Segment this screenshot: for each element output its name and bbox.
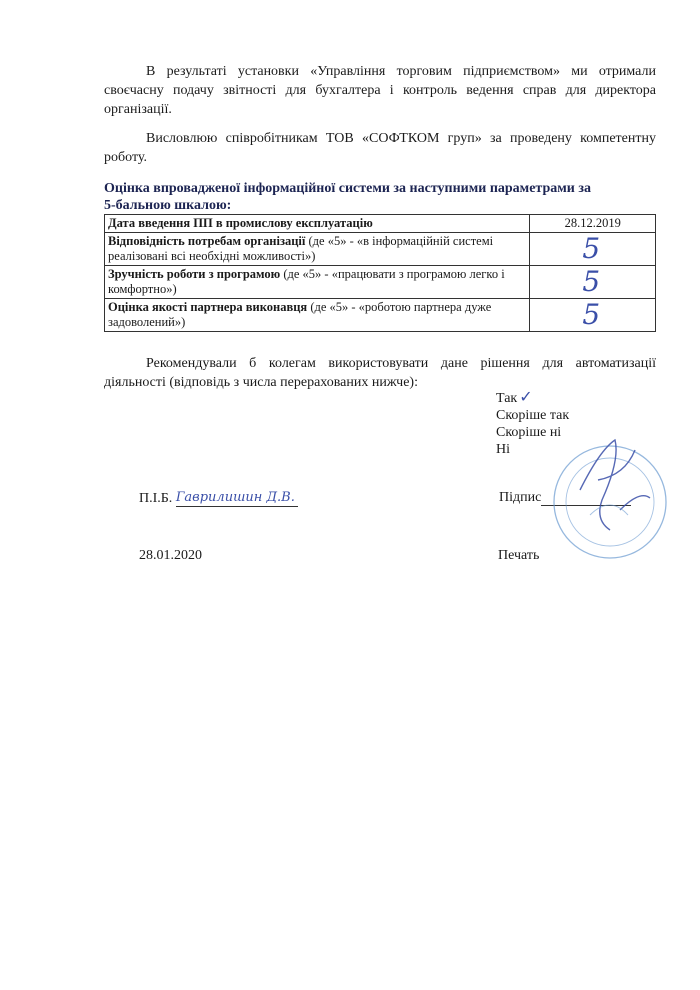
stamp-seal-icon (540, 420, 670, 570)
option-label: Скоріше так (496, 408, 570, 423)
evaluation-heading (104, 180, 624, 214)
criterion-note: (де «5» - «роботою партнера дуже задоволений») (108, 300, 492, 329)
evaluation-table (104, 214, 656, 332)
handwritten-score: 5 (582, 232, 601, 265)
criterion-note: (де «5» - «працювати з програмою легко і комфортно») (108, 267, 505, 296)
full-name-label: П.І.Б. (139, 491, 173, 506)
commissioning-date: 28.12.2019 (564, 216, 621, 230)
table-row (105, 299, 656, 332)
option-label: Так (496, 391, 518, 406)
criterion-cell (105, 266, 530, 299)
table-row (105, 215, 656, 233)
document-date: 28.01.2020 (139, 548, 202, 563)
score-cell (530, 233, 656, 266)
option-label: Скоріше ні (496, 425, 562, 440)
criterion-label: Дата введення ПП в промислову експлуатацію (108, 216, 373, 230)
score-cell (530, 266, 656, 299)
evaluation-heading-line2: 5-бальною шкалою: (104, 198, 232, 213)
option-label: Ні (496, 442, 510, 457)
paragraph-result: В результаті установки «Управління торговим підприємством» ми отримали своєчасну подачу звітності для бухгалтера і контроль ведення справ для директора організації. (104, 64, 656, 117)
table-row (105, 266, 656, 299)
criterion-label: Зручність роботи з програмою (108, 267, 281, 281)
handwritten-score: 5 (582, 298, 601, 331)
criterion-cell (105, 233, 530, 266)
seal-label: Печать (498, 548, 540, 563)
evaluation-heading-line1: Оцінка впровадженої інформаційної системи за наступними параметрами за (104, 181, 591, 196)
criterion-note: (де «5» - «в інформаційній системі реалізовані всі необхідні можливості») (108, 234, 494, 263)
table-row (105, 233, 656, 266)
handwritten-score: 5 (582, 265, 601, 298)
paragraph-recommend: Рекомендували б колегам використовувати дане рішення для автоматизації діяльності (відповідь з числа перерахованих нижче): (104, 356, 656, 390)
criterion-label: Оцінка якості партнера виконавця (108, 300, 308, 314)
criterion-cell (105, 299, 530, 332)
value-cell (530, 215, 656, 233)
handwritten-name: Гаврилишин Д.В. (175, 490, 295, 505)
criterion-cell (105, 215, 530, 233)
option-yes (496, 389, 569, 407)
criterion-label: Відповідність потребам організації (108, 234, 306, 248)
checkmark-icon: ✓ (519, 389, 533, 406)
score-cell (530, 299, 656, 332)
paragraph-thanks: Висловлюю співробітникам ТОВ «СОФТКОМ груп» за проведену компетентну роботу. (104, 131, 656, 165)
full-name-line (176, 490, 298, 507)
full-name-field (139, 490, 298, 507)
signature-label: Підпис (499, 490, 542, 505)
